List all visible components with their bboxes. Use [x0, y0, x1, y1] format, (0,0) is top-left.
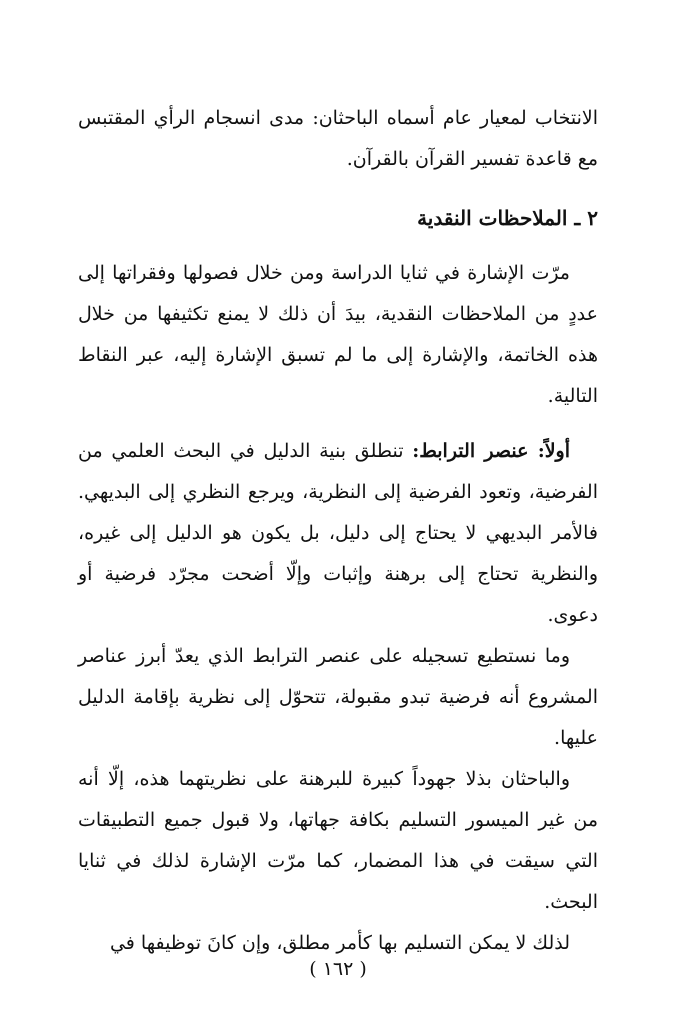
page-number: ( ١٦٢ ): [309, 958, 367, 980]
body-paragraph: لذلك لا يمكن التسليم بها كأمر مطلق، وإن كانَ توظيفها في: [109, 932, 570, 954]
point-one-paragraph: [78, 431, 598, 636]
intro-paragraph: الانتخاب لمعيار عام أسماه الباحثان: مدى انسجام الرأي المقتبس مع قاعدة تفسير القرآن بالقرآن.: [78, 107, 598, 170]
body-paragraph: وما نستطيع تسجيله على عنصر الترابط الذي يعدّ أبرز عناصر المشروع أنه فرضية تبدو مقبولة، تتحوّل إلى نظرية بإقامة الدليل عليها.: [78, 645, 598, 749]
body-paragraph: والباحثان بذلا جهوداً كبيرة للبرهنة على نظريتهما هذه، إلّا أنه من غير الميسور التسليم بكافة جهاتها، ولا قبول جميع التطبيقات التي سيقت في هذا المضمار، كما مرّت الإشارة لذلك في ثنايا البحث.: [78, 768, 598, 913]
page-body: [78, 98, 598, 964]
point-one-label: أولاً: عنصر الترابط:: [412, 440, 570, 462]
section-heading: ٢ ـ الملاحظات النقدية: [417, 206, 598, 230]
opening-paragraph: مرّت الإشارة في ثنايا الدراسة ومن خلال فصولها وفقراتها إلى عددٍ من الملاحظات النقدية، بيدَ أن ذلك لا يمنع تكثيفها من خلال هذه الخاتمة، والإشارة إلى ما لم تسبق الإشارة إليه، عبر النقاط التالية.: [78, 262, 598, 407]
point-one-text: تنطلق بنية الدليل في البحث العلمي من الفرضية، وتعود الفرضية إلى النظرية، ويرجع النظري إلى البديهي. فالأمر البديهي لا يحتاج إلى دليل، بل يكون هو الدليل إلى غيره، والنظرية تحتاج إلى برهنة وإثبات وإلّا أضحت مجرّد فرضية أو دعوى.: [78, 440, 598, 626]
